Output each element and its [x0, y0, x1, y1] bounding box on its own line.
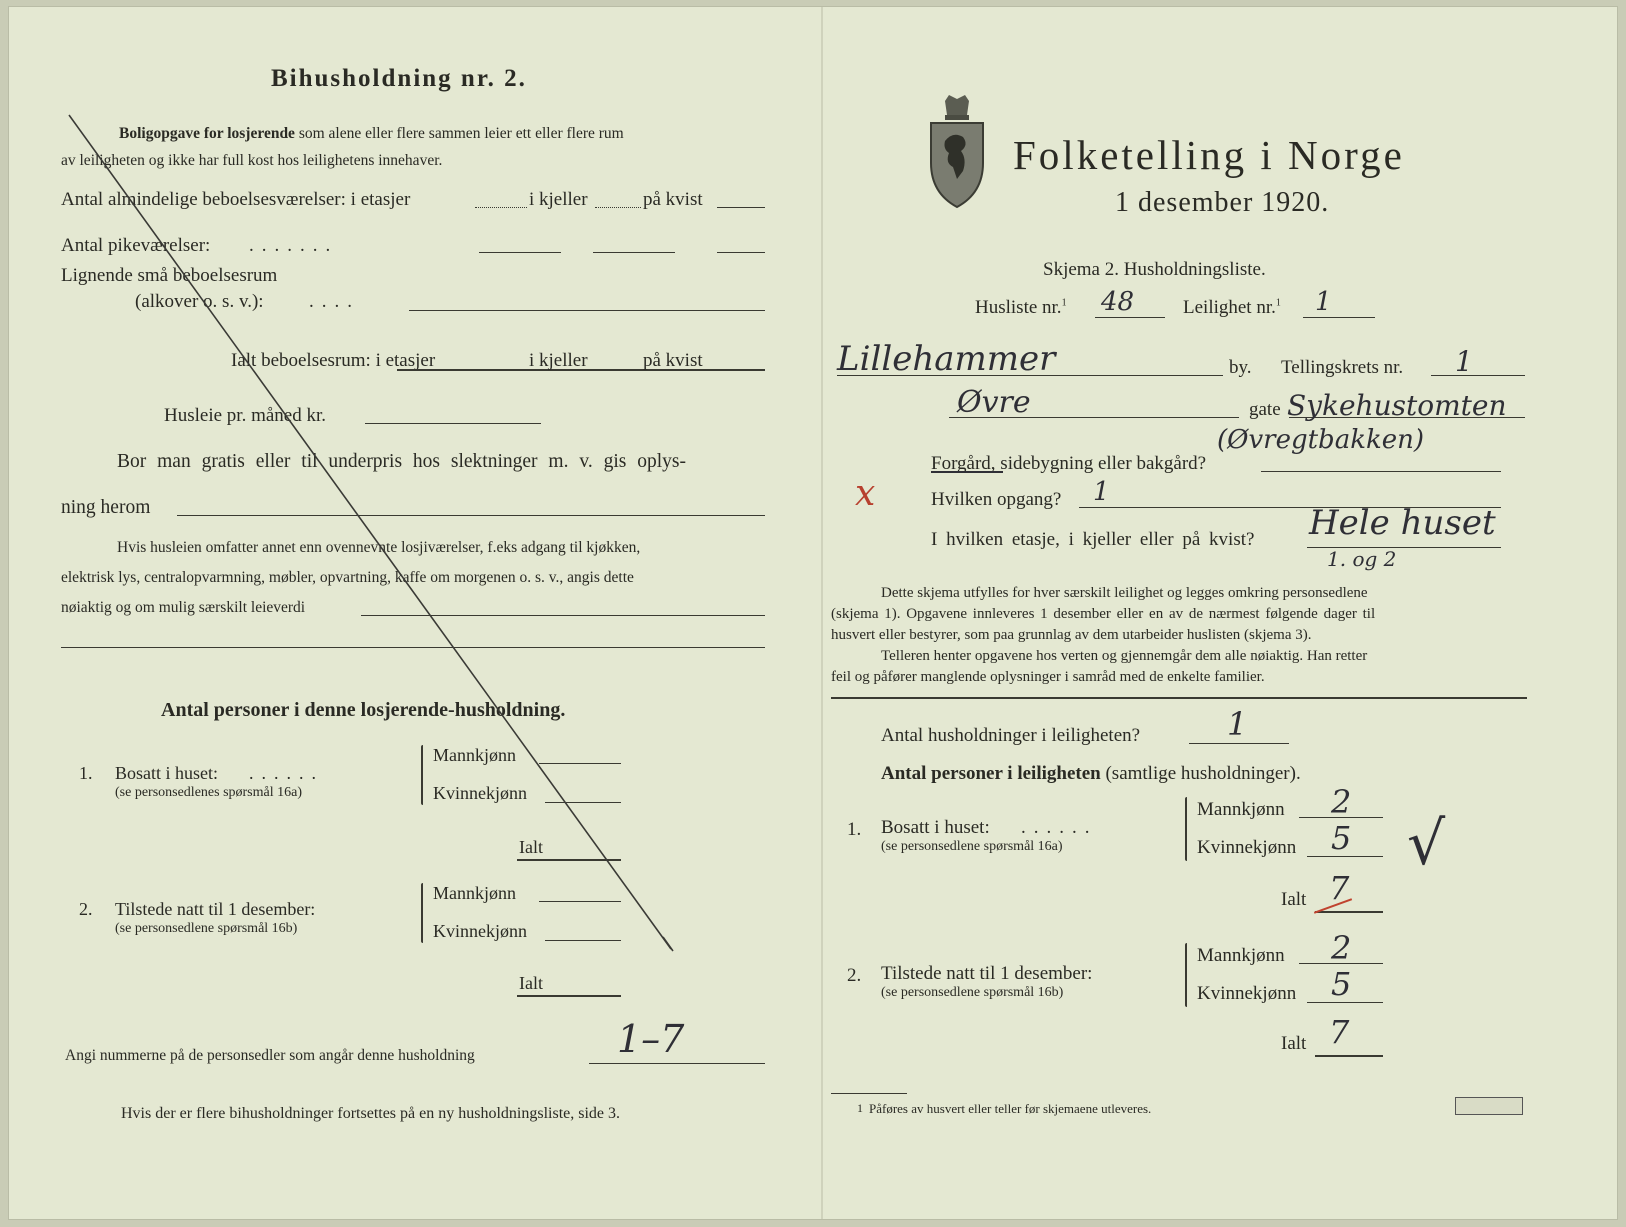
antal-hush-label: Antal husholdninger i leiligheten?	[881, 725, 1141, 746]
right-q2-mann-value: 2	[1331, 929, 1352, 967]
printer-stamp	[1455, 1097, 1523, 1115]
ialt-rooms-label: Ialt beboelsesrum: i etasjer	[231, 350, 436, 371]
gratis-text: Bor man gratis eller til underpris hos slektninger m. v. gis oplys-	[117, 451, 686, 472]
forgaard-underline-mark	[931, 471, 1003, 473]
footnote-rule	[831, 1093, 907, 1094]
right-q2-ialt-label: Ialt	[1281, 1033, 1307, 1054]
left-q2-sub: (se personsedlene spørsmål 16b)	[115, 921, 298, 936]
ialt-kjeller-label: i kjeller	[529, 350, 588, 371]
husliste-field[interactable]	[1095, 317, 1165, 318]
left-q1-num: 1.	[79, 763, 93, 783]
gratis-text-2: ning herom	[61, 497, 151, 518]
cancel-stroke	[9, 7, 821, 1219]
instr-line-3: husvert eller bestyrer, som paa grunnlag av dem utarbeider huslisten (skjema 3).	[831, 627, 1312, 643]
census-date: 1 desember 1920.	[1115, 187, 1330, 218]
rooms-kvist-label: på kvist	[643, 189, 703, 210]
footnote: Påføres av husvert eller teller før skjemaene utleveres.	[869, 1101, 1152, 1116]
antal-hush-field[interactable]	[1189, 743, 1289, 744]
gate-label: gate	[1249, 399, 1281, 420]
check-mark: √	[1407, 809, 1446, 879]
leilighet-label: Leilighet nr.$^1$	[1183, 297, 1281, 318]
tellingskrets-label: Tellingskrets nr.	[1281, 357, 1404, 378]
coat-of-arms-icon	[923, 93, 991, 211]
right-persons-heading-bold: Antal personer i leiligheten	[881, 763, 1101, 784]
left-title: Bihusholdning nr. 2.	[271, 65, 527, 92]
gate-prefix-value: Øvre	[957, 385, 1031, 420]
leilighet-field[interactable]	[1303, 317, 1375, 318]
right-q1-dots: ......	[1021, 817, 1098, 838]
left-q2-label: Tilstede natt til 1 desember:	[115, 899, 316, 919]
lignende-label: Lignende små beboelsesrum	[61, 265, 278, 286]
right-q2-kvinne-label: Kvinnekjønn	[1197, 983, 1297, 1004]
right-q1-label: Bosatt i huset:	[881, 817, 990, 838]
husliste-label: Husliste nr.$^1$	[975, 297, 1067, 318]
instr-line-5: feil og påfører manglende oplysninger i samråd med de enkelte familier.	[831, 669, 1265, 685]
right-q2-ialt-value: 7	[1329, 1013, 1350, 1051]
tellingskrets-field[interactable]	[1431, 375, 1525, 376]
left-q1-kvinne-label: Kvinnekjønn	[433, 783, 527, 803]
left-footer: Hvis der er flere bihusholdninger fortsettes på en ny husholdningsliste, side 3.	[121, 1105, 621, 1122]
by-field[interactable]	[837, 375, 1223, 376]
left-q2-kvinne-label: Kvinnekjønn	[433, 921, 527, 941]
right-q2-num: 2.	[847, 965, 862, 986]
left-q2-ialt-label: Ialt	[519, 973, 543, 993]
leilighet-value: 1	[1315, 287, 1332, 317]
husleie-label: Husleie pr. måned kr.	[164, 405, 326, 426]
left-q1-mann-label: Mannkjønn	[433, 745, 516, 765]
right-q2-brace	[1185, 943, 1187, 1007]
right-q2-mann-label: Mannkjønn	[1197, 945, 1285, 966]
note-line-1: Hvis husleien omfatter annet enn ovennevnte losjiværelser, f.eks adgang til kjøkken,	[117, 539, 641, 556]
etasje-label: I hvilken etasje, i kjeller eller på kvist?	[931, 529, 1255, 550]
page-fold	[821, 7, 823, 1219]
husliste-value: 48	[1101, 287, 1135, 317]
gate-value: Sykehustomten	[1287, 389, 1507, 422]
left-q2-mann-label: Mannkjønn	[433, 883, 516, 903]
right-q1-ialt-field[interactable]	[1315, 911, 1383, 913]
right-q1-mann-label: Mannkjønn	[1197, 799, 1285, 820]
instr-line-1: Dette skjema utfylles for hver særskilt leilighet og legges omkring personsedlene	[881, 585, 1368, 601]
right-q2-kvinne-value: 5	[1331, 965, 1352, 1003]
census-form-sheet	[8, 6, 1618, 1220]
forgaard-label: Forgård, sidebygning eller bakgård?	[931, 453, 1207, 474]
alkover-label: (alkover o. s. v.):	[135, 291, 264, 312]
intro-rest: som alene eller flere sammen leier ett eller flere rum	[298, 125, 624, 142]
angi-text: Angi nummerne på de personsedler som angår denne husholdning	[65, 1047, 475, 1064]
right-q1-brace	[1185, 797, 1187, 861]
left-q1-sub: (se personsedlenes spørsmål 16a)	[115, 785, 303, 800]
rooms-label: Antal almindelige beboelsesværelser: i etasjer	[61, 189, 411, 210]
right-q2-sub: (se personsedlene spørsmål 16b)	[881, 985, 1064, 1000]
red-mark: x	[855, 473, 876, 514]
right-q2-ialt-field[interactable]	[1315, 1055, 1383, 1057]
intro-bold: Boligopgave for losjerende	[119, 125, 295, 142]
tellingskrets-value: 1	[1455, 345, 1473, 378]
by-value: Lillehammer	[837, 339, 1056, 379]
left-q1-ialt-label: Ialt	[519, 837, 543, 857]
angi-value: 1–7	[617, 1017, 685, 1061]
gate-value-2: (Øvregtbakken)	[1217, 425, 1424, 455]
left-q2-num: 2.	[79, 899, 93, 919]
right-q1-kvinne-label: Kvinnekjønn	[1197, 837, 1297, 858]
opgang-value: 1	[1093, 477, 1110, 507]
instr-line-2: (skjema 1). Opgavene innleveres 1 desember eller en av de nærmest følgende dager til	[831, 606, 1376, 622]
rooms-kjeller-label: i kjeller	[529, 189, 588, 210]
gate-prefix-field[interactable]	[949, 417, 1239, 418]
right-persons-heading-rest: (samtlige husholdninger).	[1105, 763, 1301, 784]
by-label: by.	[1229, 357, 1252, 378]
right-q1-num: 1.	[847, 819, 862, 840]
instr-divider	[831, 697, 1527, 699]
opgang-label: Hvilken opgang?	[931, 489, 1062, 510]
left-q1-dots: ......	[249, 763, 324, 783]
right-q1-sub: (se personsedlene spørsmål 16a)	[881, 839, 1063, 854]
right-q1-ialt-value: 7	[1329, 869, 1350, 907]
alkover-dots: ....	[309, 291, 360, 312]
etasje-value-2: 1. og 2	[1327, 547, 1397, 571]
right-title: Folketelling i Norge	[1013, 132, 1405, 178]
left-q1-label: Bosatt i huset:	[115, 763, 218, 783]
right-persons-heading	[881, 763, 1301, 785]
pike-dots: .......	[249, 235, 339, 256]
footnote-number: 1	[857, 1101, 863, 1115]
right-q2-label: Tilstede natt til 1 desember:	[881, 963, 1093, 984]
right-q1-kvinne-value: 5	[1331, 819, 1352, 857]
antal-hush-value: 1	[1227, 705, 1248, 743]
instr-line-4: Telleren henter opgavene hos verten og gjennemgår dem alle nøiaktig. Han retter	[881, 648, 1368, 664]
right-q1-ialt-label: Ialt	[1281, 889, 1307, 910]
forgaard-field[interactable]	[1261, 471, 1501, 472]
ialt-kvist-label: på kvist	[643, 350, 703, 371]
pike-label: Antal pikeværelser:	[61, 235, 211, 256]
left-persons-heading: Antal personer i denne losjerende-husholdning.	[161, 699, 566, 721]
right-q1-mann-value: 2	[1331, 783, 1352, 821]
schema-label: Skjema 2. Husholdningsliste.	[1043, 259, 1266, 280]
note-line-2: elektrisk lys, centralopvarmning, møbler, opvartning, kaffe om morgenen o. s. v., angis dette	[61, 569, 634, 586]
note-line-3: nøiaktig og om mulig særskilt leieverdi	[61, 599, 306, 616]
etasje-value: Hele huset	[1309, 503, 1496, 543]
intro-line-2: av leiligheten og ikke har full kost hos leilighetens innehaver.	[61, 152, 443, 169]
